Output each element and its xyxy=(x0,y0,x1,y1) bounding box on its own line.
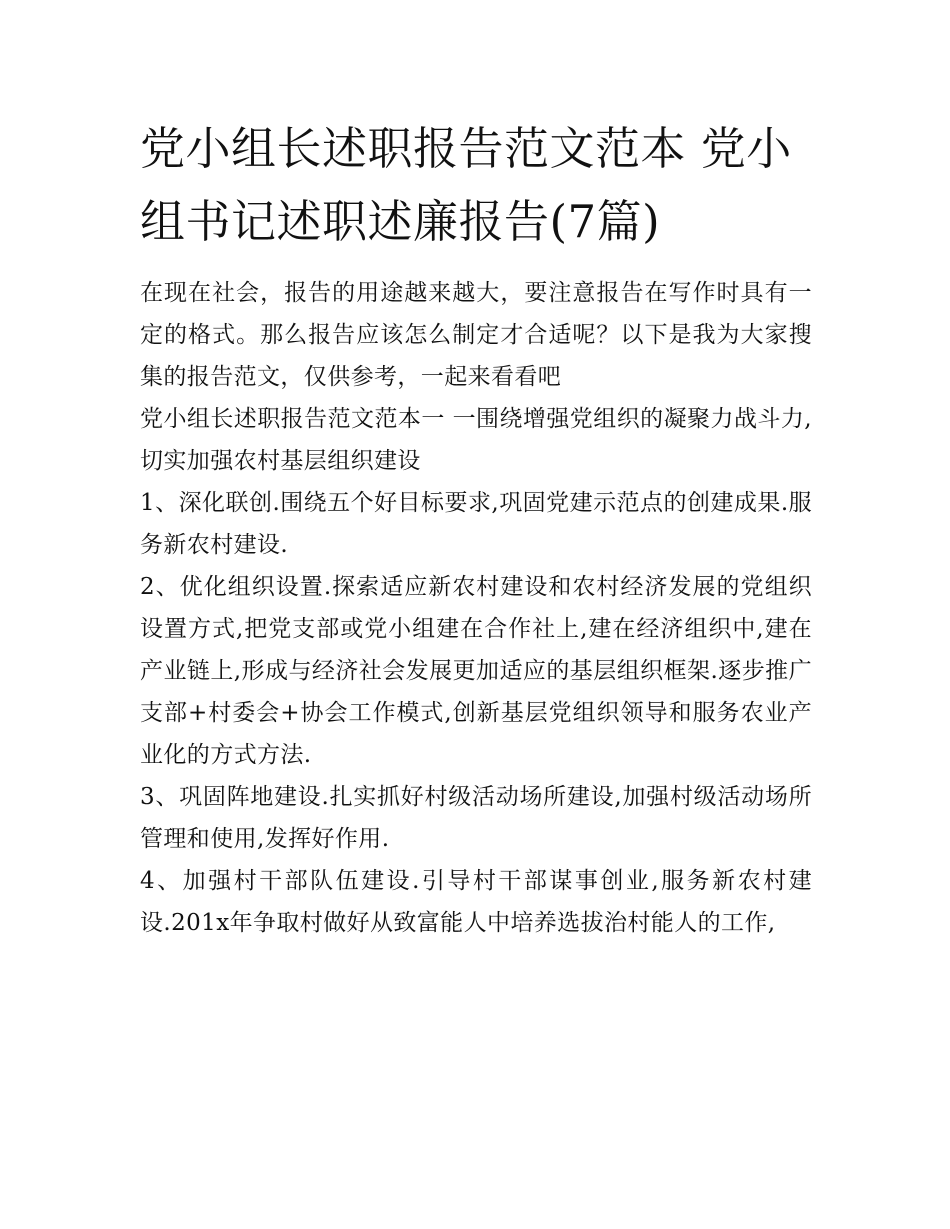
paragraph-item-2: 2、优化组织设置.探索适应新农村建设和农村经济发展的党组织设置方式,把党支部或党小组建在合作社上,建在经济组织中,建在产业链上,形成与经济社会发展更加适应的基层组织框架.逐步推广支部+村委会+协会工作模式,创新基层党组织领导和服务农业产业化的方式方法. xyxy=(140,574,812,768)
paragraph-section-heading: 党小组长述职报告范文范本一 一围绕增强党组织的凝聚力战斗力,切实加强农村基层组织建设 xyxy=(140,406,812,474)
paragraph-item-3: 3、巩固阵地建设.扎实抓好村级活动场所建设,加强村级活动场所管理和使用,发挥好作用. xyxy=(140,784,812,852)
paragraph-item-4: 4、加强村干部队伍建设.引导村干部谋事创业,服务新农村建设.201x年争取村做好从致富能人中培养选拔治村能人的工作, xyxy=(140,868,812,936)
paragraph-item-1: 1、深化联创.围绕五个好目标要求,巩固党建示范点的创建成果.服务新农村建设. xyxy=(140,490,812,558)
paragraph-intro: 在现在社会，报告的用途越来越大，要注意报告在写作时具有一定的格式。那么报告应该怎么制定才合适呢？以下是我为大家搜集的报告范文，仅供参考，一起来看看吧 xyxy=(140,280,812,390)
document-body xyxy=(140,112,812,944)
document-title: 党小组长述职报告范文范本 党小组书记述职述廉报告(7篇) xyxy=(140,122,792,248)
